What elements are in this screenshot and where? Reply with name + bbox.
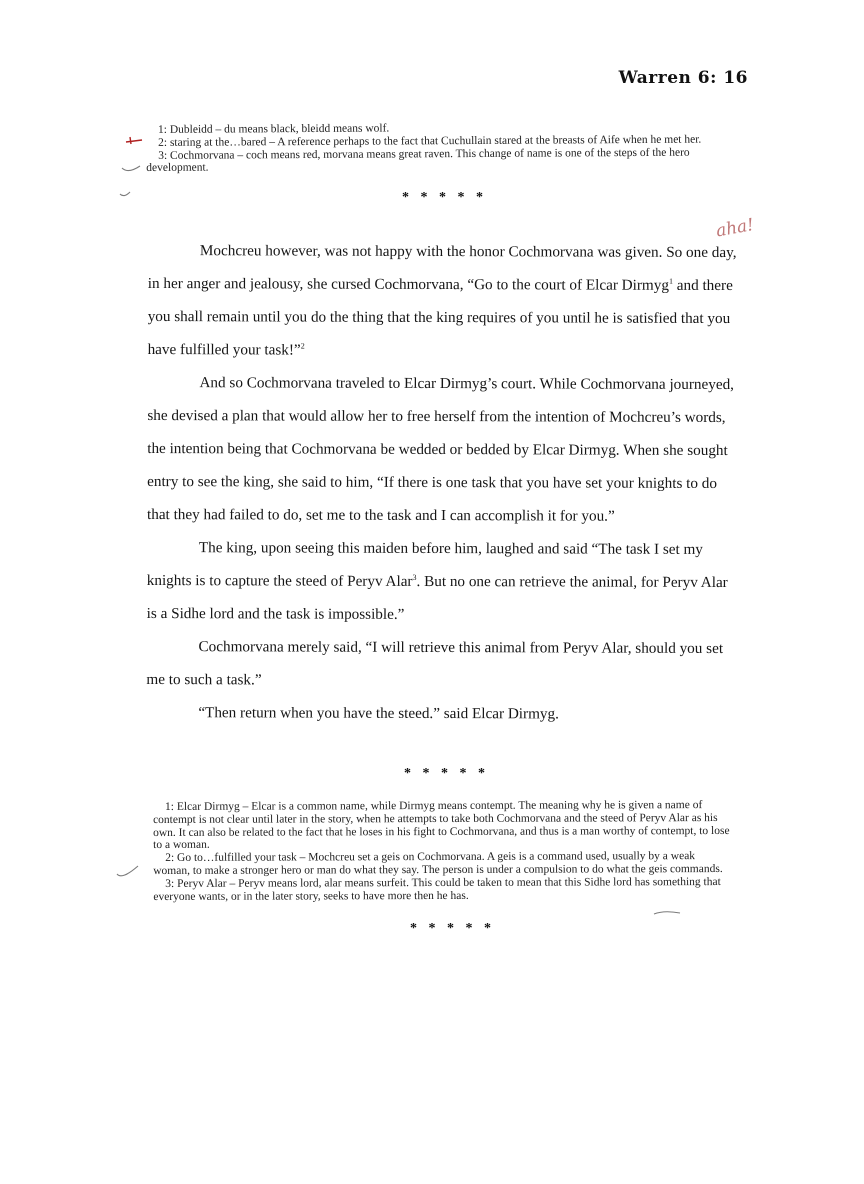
story-paragraph-2: And so Cochmorvana traveled to Elcar Dirmyg’s court. While Cochmorvana journeyed, she devised a plan that would allow her to free herself from the intention of Mochcreu’s words, the intention being that Cochmorvana be wedded or bedded by Elcar Dirmyg. When she sought entry to see the king, she said to him, “If there is one task that you have set your knights to do that they had failed to do, set me to the task and I can accomplish it for you.” (146, 374, 735, 525)
story-paragraph-1: Mochcreu however, was not happy with the honor Cochmorvana was given. So one day, in her anger and jealousy, she cursed Cochmorvana, “Go to the court of Elcar Dirmyg$^1$ and there you shall remain until you do the thing that the king requires of you until he is satisfied that you have fulfilled your task!”$^2$ (147, 242, 737, 359)
story-paragraph-4: Cochmorvana merely said, “I will retrieve this animal from Peryv Alar, should you set me to such a task.” (146, 638, 724, 689)
footnote-ref-1: 1 (668, 276, 673, 286)
section-separator-bottom: * * * * * (410, 921, 495, 936)
bottom-footnotes (153, 799, 733, 903)
bottom-footnote-1: 1: Elcar Dirmyg – Elcar is a common name, while Dirmyg means contempt. The meaning why he is given a name of contempt is not clear until later in the story, when he attempts to take both Cochmorvana and the steed of Peryv Alar as his own. It can also be related to the fact that he loses in his fight to Cochmorvana, and thus is a man worthy of contempt, to lose to a woman. (153, 799, 730, 852)
section-separator-top: * * * * * (402, 190, 487, 205)
top-footnote-2: 2: staring at the…bared – A reference perhaps to the fact that Cuchullain stared at the breasts of Aife when he met her. (158, 133, 702, 149)
bottom-footnote-2: 2: Go to…fulfilled your task – Mochcreu set a geis on Cochmorvana. A geis is a command used, usually by a weak woman, to make a stronger hero or man do what they say. The person is under a compulsion to do what the geis commands. (153, 850, 723, 877)
svg-text:aha!: aha! (714, 215, 756, 242)
footnote-ref-3: 3 (412, 572, 417, 582)
top-footnote-3: 3: Cochmorvana – coch means red, morvana means great raven. This change of name is one of the steps of the hero development. (146, 146, 690, 175)
margin-check-marks (118, 128, 158, 208)
bottom-footnote-3: 3: Peryv Alar – Peryv means lord, alar means surfeit. This could be taken to mean that this Sidhe lord has something that everyone wants, or in the later story, seeks to have more then he has. (153, 875, 721, 903)
story-paragraph-5: “Then return when you have the steed.” said Elcar Dirmyg. (198, 704, 559, 723)
top-footnote-1: 1: Dubleidd – du means black, bleidd means wolf. (157, 122, 390, 136)
page-header: Warren 6: 16 (618, 68, 748, 88)
section-separator-middle: * * * * * (404, 766, 489, 781)
footnote-ref-2: 2 (300, 341, 305, 351)
margin-dash-mark (650, 906, 686, 920)
margin-check-mark-bottom (114, 862, 144, 884)
top-footnotes (146, 120, 726, 175)
story-paragraph-3: The king, upon seeing this maiden before him, laughed and said “The task I set my knights is to capture the steed of Peryv Alar$^3$. But no one can retrieve the animal, for Peryv Alar is a Sidhe lord and the task is impossible.” (146, 539, 728, 623)
story-body (146, 234, 738, 731)
